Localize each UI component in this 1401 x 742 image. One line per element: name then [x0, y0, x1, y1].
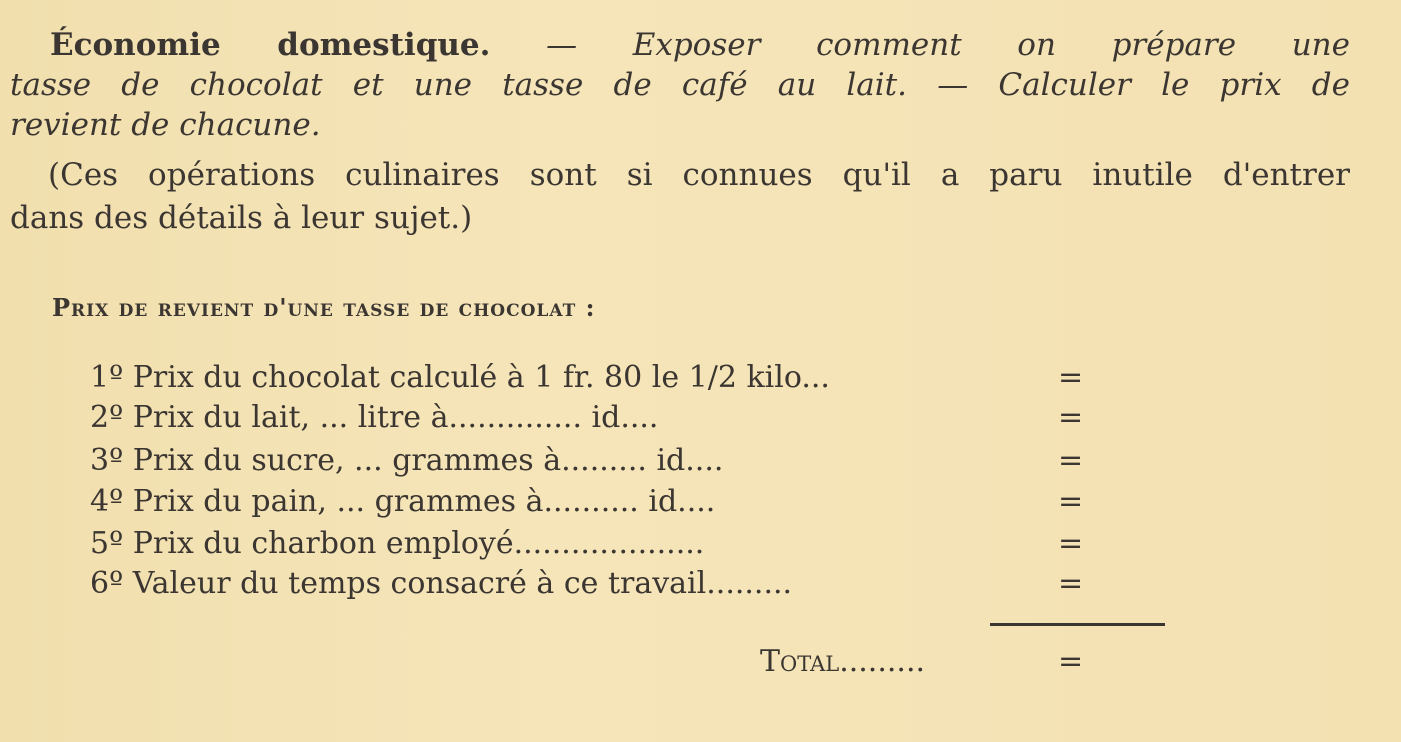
equals-sign: = — [1058, 566, 1084, 601]
equals-sign: = — [1058, 526, 1084, 561]
total-label: Total......... — [760, 644, 926, 679]
equals-sign: = — [1058, 484, 1084, 519]
intro-line-1 — [50, 25, 1350, 65]
equals-sign: = — [1058, 400, 1084, 435]
intro-line-3: revient de chacune. — [10, 107, 321, 143]
intro-line-2: tasse de chocolat et une tasse de café au lait. — Calculer le prix de — [10, 67, 1350, 103]
list-item: 5º Prix du charbon employé.................... — [90, 526, 705, 561]
equals-sign: = — [1058, 443, 1084, 478]
list-item: 6º Valeur du temps consacré à ce travail......... — [90, 566, 793, 601]
equals-sign: = — [1058, 360, 1084, 395]
intro-text: — Exposer comment on prépare une — [490, 27, 1350, 63]
note-line-2: dans des détails à leur sujet.) — [10, 200, 473, 236]
sum-rule — [990, 623, 1165, 626]
list-item: 4º Prix du pain, ... grammes à.......... id.... — [90, 484, 716, 519]
equals-sign: = — [1058, 644, 1084, 679]
list-item: 3º Prix du sucre, ... grammes à......... id.... — [90, 443, 724, 478]
note-line-1: (Ces opérations culinaires sont si connues qu'il a paru inutile d'entrer — [48, 157, 1350, 193]
list-item: 2º Prix du lait, ... litre à.............. id.... — [90, 400, 659, 435]
list-item: 1º Prix du chocolat calculé à 1 fr. 80 le 1/2 kilo... — [90, 360, 830, 395]
section-heading: Prix de revient d'une tasse de chocolat : — [52, 293, 596, 322]
section-title: Économie domestique. — [50, 27, 491, 63]
